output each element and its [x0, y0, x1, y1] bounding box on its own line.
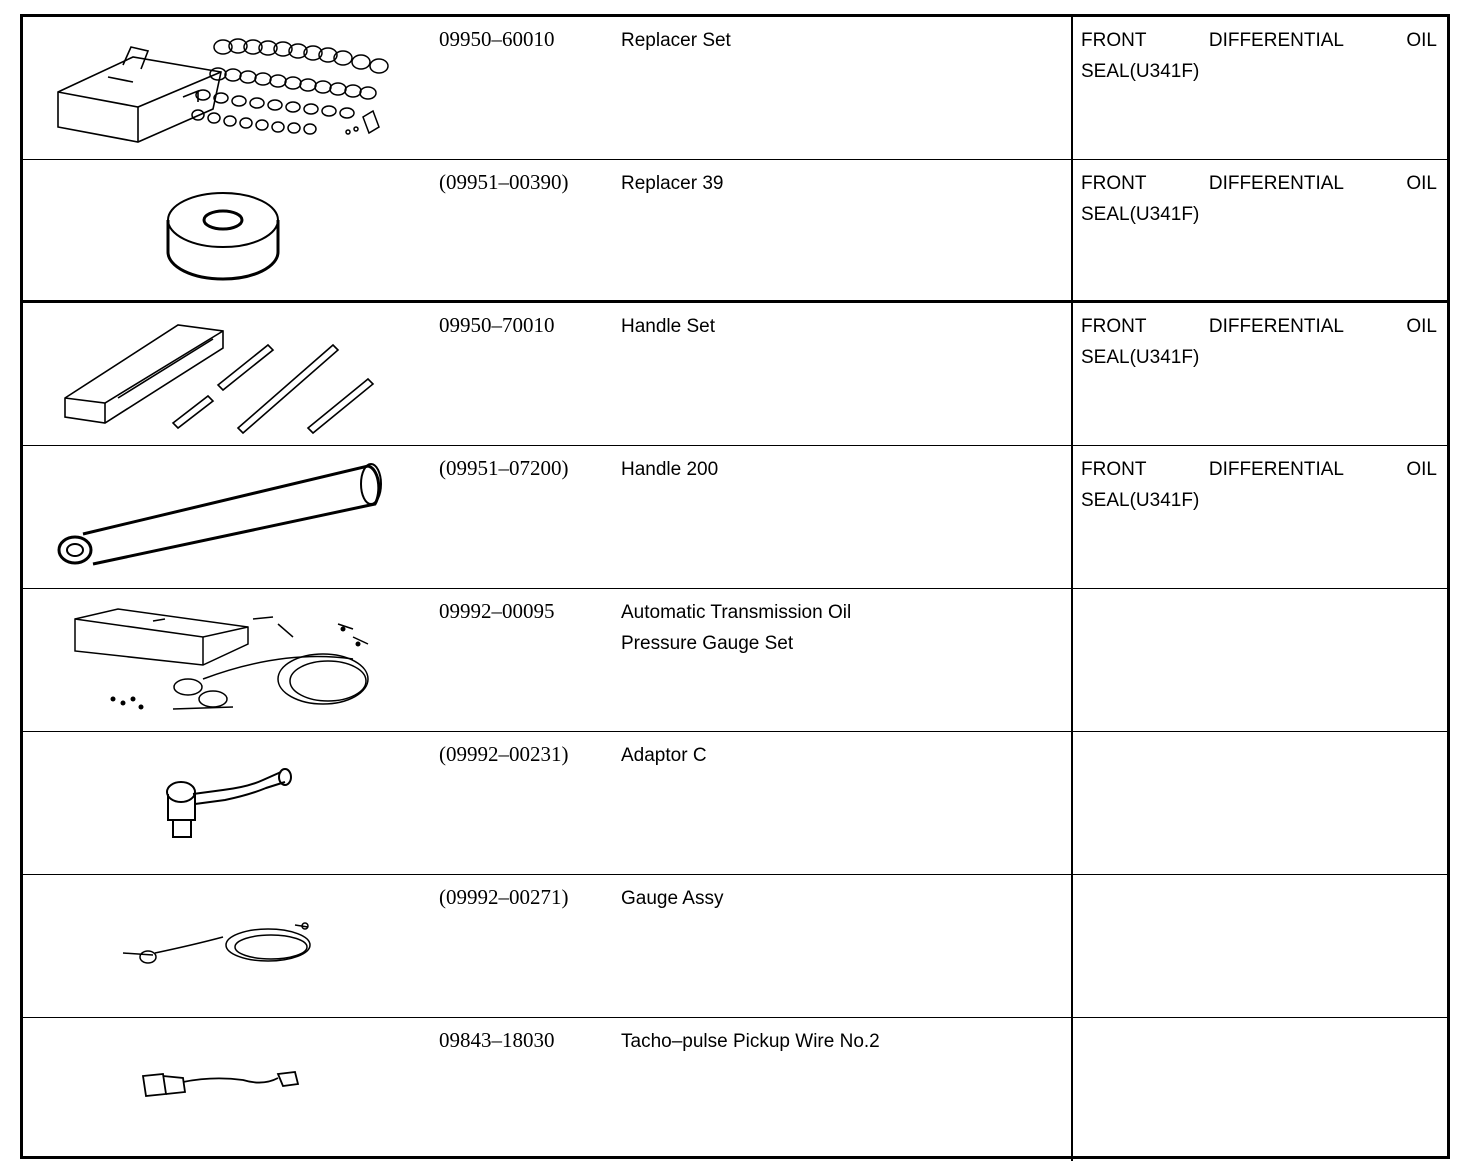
special-service-tools-table: [20, 14, 1450, 1159]
part-number: 09992–00095: [439, 599, 555, 623]
replacer-set-icon: [23, 17, 423, 157]
column-divider: [1071, 875, 1073, 1017]
table-row: [23, 732, 1447, 875]
column-divider: [1071, 303, 1073, 445]
column-divider: [1071, 160, 1073, 300]
table-row: [23, 875, 1447, 1018]
tool-name: Gauge Assy: [621, 888, 724, 909]
column-divider: [1071, 732, 1073, 874]
tool-name: Replacer 39: [621, 173, 724, 194]
column-divider: [1071, 1018, 1073, 1161]
tool-name: Replacer Set: [621, 30, 731, 51]
handle-set-icon: [23, 303, 423, 443]
note: FRONT DIFFERENTIAL OIL SEAL(U341F): [1081, 459, 1437, 511]
note: FRONT DIFFERENTIAL OIL SEAL(U341F): [1081, 316, 1437, 368]
gauge-assy-icon: [23, 875, 423, 1015]
table-row: [23, 303, 1447, 446]
tool-name: Handle Set: [621, 316, 716, 337]
column-divider: [1071, 17, 1073, 159]
tool-name: Adaptor C: [621, 745, 707, 766]
replacer-39-icon: [23, 160, 423, 300]
part-number: (09992–00231): [439, 742, 569, 766]
part-number: 09950–70010: [439, 313, 555, 337]
column-divider: [1071, 589, 1073, 731]
part-number: (09951–07200): [439, 456, 569, 480]
pressure-gauge-set-icon: [23, 589, 423, 729]
table-row: [23, 160, 1447, 303]
table-row: [23, 446, 1447, 589]
note: FRONT DIFFERENTIAL OIL SEAL(U341F): [1081, 30, 1437, 82]
note: FRONT DIFFERENTIAL OIL SEAL(U341F): [1081, 173, 1437, 225]
adaptor-c-icon: [23, 732, 423, 872]
table-row: [23, 17, 1447, 160]
tool-name: Automatic Transmission Oil Pressure Gauge Set: [621, 602, 852, 654]
handle-200-icon: [23, 446, 423, 586]
column-divider: [1071, 446, 1073, 588]
tool-name: Handle 200: [621, 459, 719, 480]
table-row: [23, 589, 1447, 732]
tool-name: Tacho–pulse Pickup Wire No.2: [621, 1031, 880, 1052]
table-row: [23, 1018, 1447, 1161]
tacho-pulse-wire-icon: [23, 1018, 423, 1158]
part-number: 09843–18030: [439, 1028, 555, 1052]
part-number: 09950–60010: [439, 27, 555, 51]
part-number: (09992–00271): [439, 885, 569, 909]
part-number: (09951–00390): [439, 170, 569, 194]
